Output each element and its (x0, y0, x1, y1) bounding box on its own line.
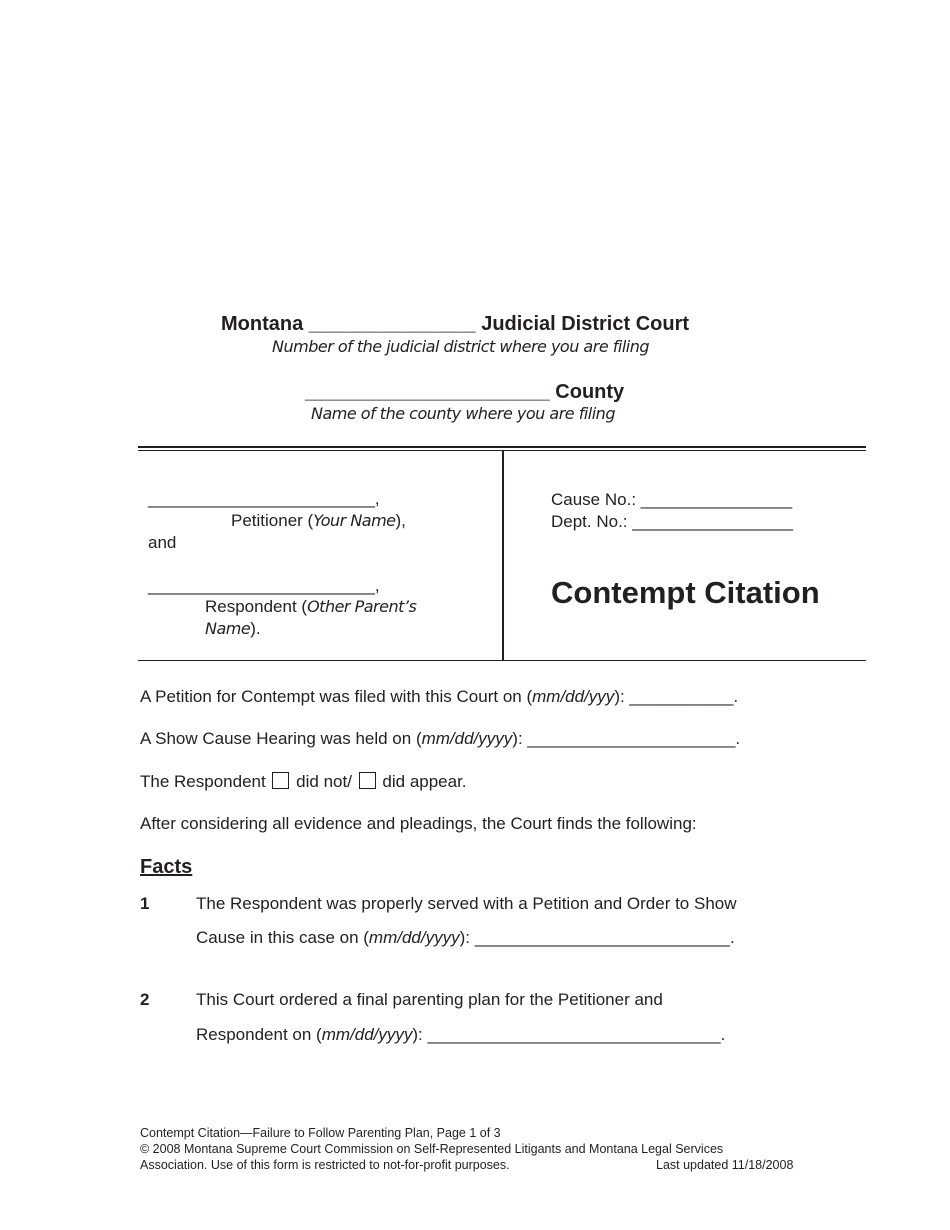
court-suffix: Judicial District Court (481, 313, 690, 335)
respondent-label-cont (205, 620, 261, 637)
county-blank[interactable]: ______________________ (305, 381, 550, 403)
findings-intro: After considering all evidence and pleadings, the Court finds the following: (140, 814, 697, 833)
footer-last-updated: Last updated 11/18/2008 (656, 1158, 794, 1172)
did-appear-checkbox[interactable] (359, 772, 376, 789)
respondent-label (205, 598, 416, 615)
fact-2-line2 (196, 1026, 725, 1043)
respondent-text: Respondent ( (205, 597, 308, 616)
district-number-blank[interactable]: _______________ (308, 313, 476, 335)
appearance-line (140, 772, 467, 790)
facts-heading: Facts (140, 856, 193, 878)
petition-date-blank[interactable]: ): ___________. (614, 687, 739, 706)
did-not-label: did not/ (296, 772, 352, 791)
cause-number-field[interactable]: Cause No.: ________________ (551, 490, 793, 509)
respondent-end: ). (250, 619, 261, 638)
fact-1-date-hint: mm/dd/yyyy (368, 928, 460, 947)
and-label: and (148, 533, 177, 552)
court-prefix: Montana (221, 313, 304, 335)
document-title: Contempt Citation (551, 575, 820, 610)
double-rule-top (138, 446, 866, 448)
petitioner-name-blank[interactable]: ________________________, (148, 489, 380, 508)
hearing-text: A Show Cause Hearing was held on ( (140, 729, 422, 748)
fact-2-date-blank[interactable]: ): _______________________________. (412, 1025, 726, 1044)
fact-1-text: Cause in this case on ( (196, 928, 369, 947)
caption-divider (502, 451, 504, 661)
did-label: did appear. (382, 772, 467, 791)
petition-text: A Petition for Contempt was filed with this Court on ( (140, 687, 533, 706)
fact-1-date-blank[interactable]: ): ___________________________. (459, 928, 735, 947)
petition-filed-line (140, 688, 738, 705)
appearance-text: The Respondent (140, 772, 266, 791)
fact-1-line2 (196, 929, 735, 946)
fact-2-text: Respondent on ( (196, 1025, 322, 1044)
footer-line-1: Contempt Citation—Failure to Follow Parenting Plan, Page 1 of 3 (140, 1126, 501, 1140)
respondent-hint: Other Parent’s (307, 597, 417, 616)
fact-number: 1 (140, 894, 150, 913)
fact-1-line1: The Respondent was properly served with a Petition and Order to Show (196, 894, 737, 913)
footer-line-3: Association. Use of this form is restricted to not-for-profit purposes. (140, 1158, 510, 1172)
hearing-date-hint: mm/dd/yyyy (421, 729, 513, 748)
petitioner-hint: Your Name (313, 511, 396, 530)
petitioner-text: Petitioner ( (231, 511, 314, 530)
county-label: County (555, 381, 625, 403)
petitioner-end: ), (395, 511, 406, 530)
footer-line-2: © 2008 Montana Supreme Court Commission on Self-Represented Litigants and Montana Legal Services (140, 1142, 724, 1156)
caption-bottom-rule (138, 660, 866, 661)
hearing-line (140, 730, 740, 747)
dept-number-field[interactable]: Dept. No.: _________________ (551, 512, 793, 531)
court-hint: Number of the judicial district where you are filing (272, 337, 650, 356)
fact-number: 2 (140, 990, 150, 1009)
county-heading (305, 382, 624, 402)
petition-date-hint: mm/dd/yyy (532, 687, 615, 706)
petitioner-label (231, 512, 406, 529)
fact-2-date-hint: mm/dd/yyyy (321, 1025, 413, 1044)
fact-2-line1: This Court ordered a final parenting plan for the Petitioner and (196, 990, 663, 1009)
court-heading (221, 314, 689, 334)
did-not-appear-checkbox[interactable] (272, 772, 289, 789)
county-hint: Name of the county where you are filing (311, 404, 615, 423)
respondent-name-blank[interactable]: ________________________, (148, 576, 380, 595)
hearing-date-blank[interactable]: ): ______________________. (512, 729, 741, 748)
respondent-hint-cont: Name (205, 619, 251, 638)
